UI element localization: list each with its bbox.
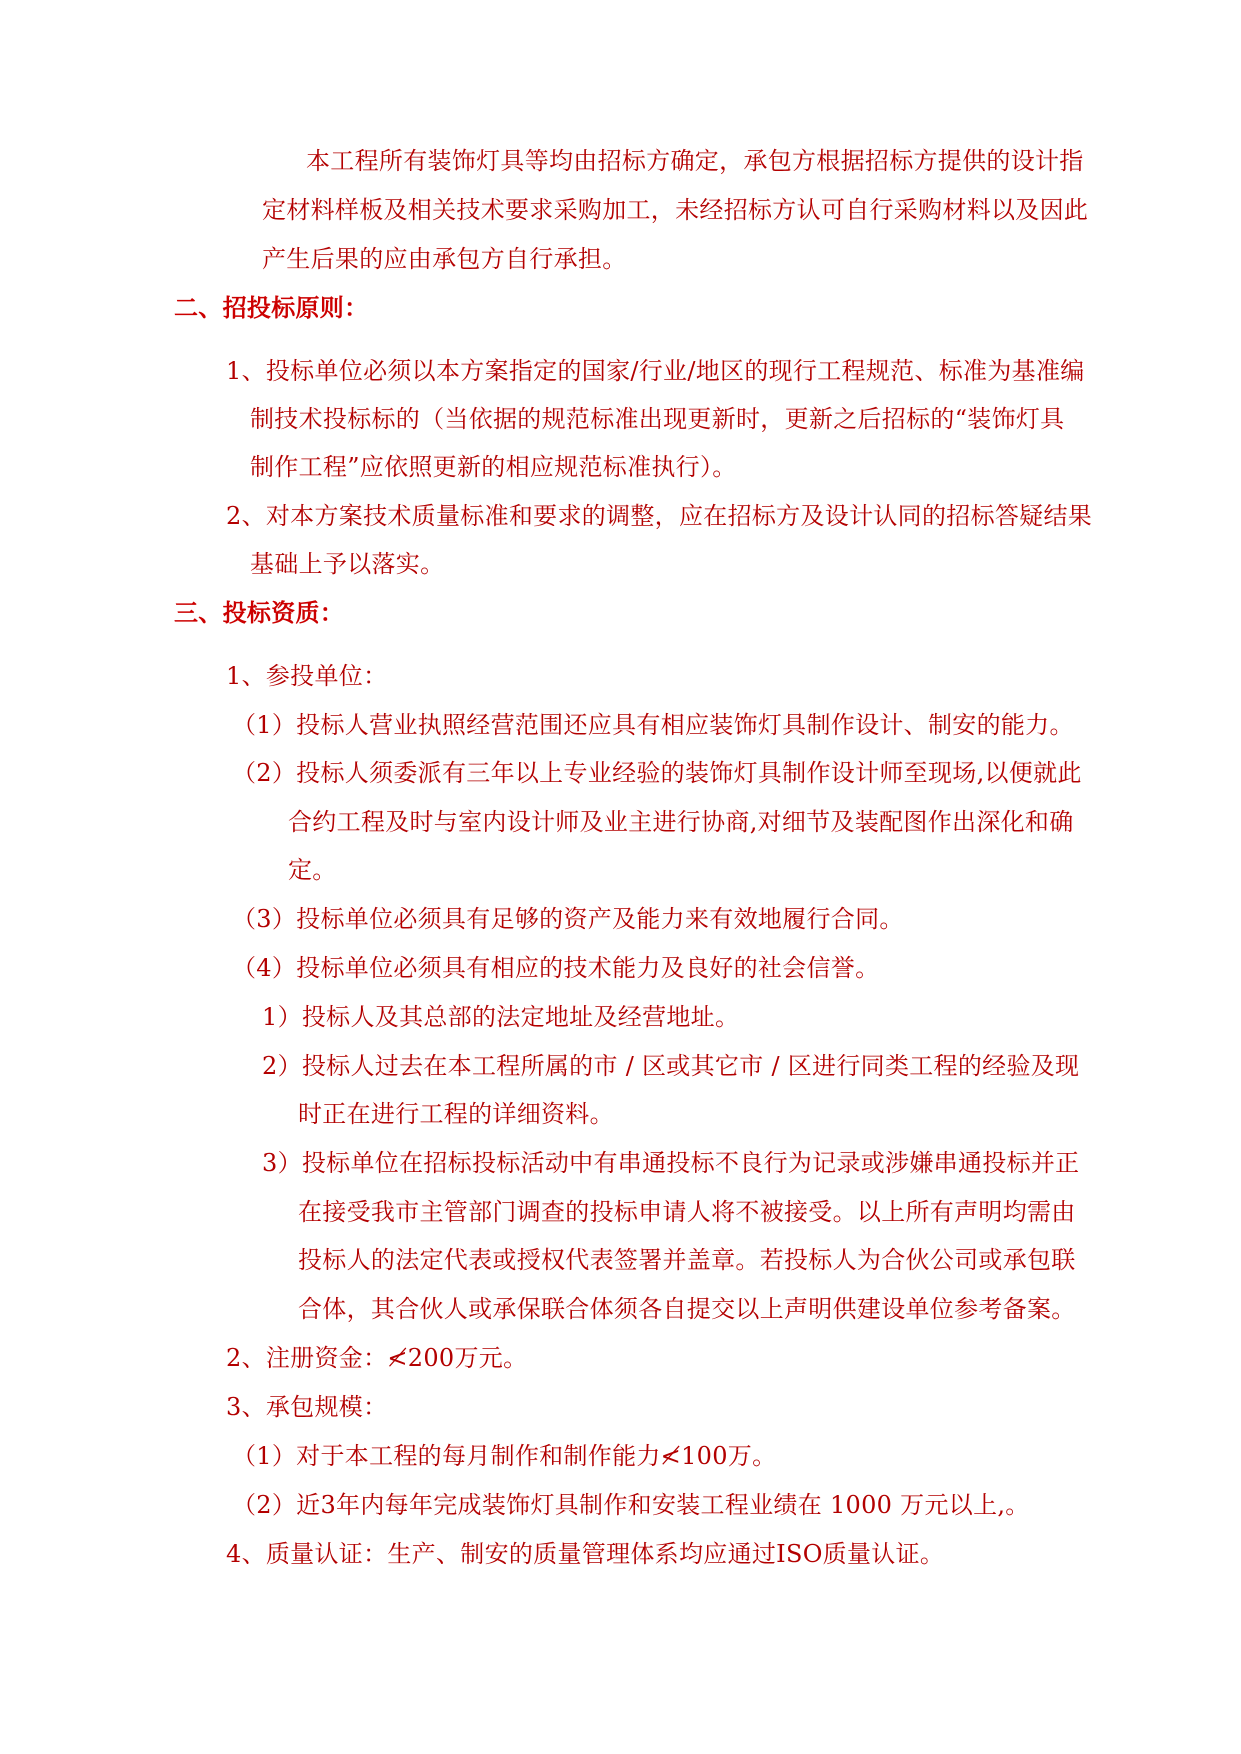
principle-1-line-1: 1、投标单位必须以本方案指定的国家/行业/地区的现行工程规范、标准为基准编 xyxy=(226,357,1085,385)
qualification-1-3: （3）投标单位必须具有足够的资产及能力来有效地履行合同。 xyxy=(232,905,904,933)
qualification-3-1: （1）对于本工程的每月制作和制作能力≮100万。 xyxy=(232,1442,777,1470)
qualification-1-4: （4）投标单位必须具有相应的技术能力及良好的社会信誉。 xyxy=(232,954,880,982)
qualification-1-4-3-line-4: 合体，其合伙人或承保联合体须各自提交以上声明供建设单位参考备案。 xyxy=(298,1295,1076,1323)
intro-line-3: 产生后果的应由承包方自行承担。 xyxy=(262,245,627,273)
qualification-1-4-2-line-1: 2）投标人过去在本工程所属的市 / 区或其它市 / 区进行同类工程的经验及现 xyxy=(262,1052,1080,1080)
principle-1-line-3: 制作工程”应依照更新的相应规范标准执行）。 xyxy=(250,453,737,481)
qualification-1-4-3-line-3: 投标人的法定代表或授权代表签署并盖章。若投标人为合伙公司或承包联 xyxy=(298,1246,1076,1274)
section-heading-qualification: 三、投标资质： xyxy=(174,598,345,627)
qualification-1-4-1: 1）投标人及其总部的法定地址及经营地址。 xyxy=(262,1003,740,1031)
principle-2-line-1: 2、对本方案技术质量标准和要求的调整，应在招标方及设计认同的招标答疑结果 xyxy=(226,502,1093,530)
qualification-1-4-3-line-2: 在接受我市主管部门调查的投标申请人将不被接受。以上所有声明均需由 xyxy=(298,1198,1076,1226)
principle-1-line-2: 制技术投标标的（当依据的规范标准出现更新时，更新之后招标的“装饰灯具 xyxy=(250,405,1065,433)
qualification-1: 1、参投单位： xyxy=(226,662,388,690)
intro-line-2: 定材料样板及相关技术要求采购加工，未经招标方认可自行采购材料以及因此 xyxy=(262,196,1089,224)
qualification-1-2-line-3: 定。 xyxy=(288,856,337,884)
qualification-1-4-2-line-2: 时正在进行工程的详细资料。 xyxy=(298,1100,614,1128)
section-heading-principles: 二、招投标原则： xyxy=(174,293,369,322)
qualification-1-4-3-line-1: 3）投标单位在招标投标活动中有串通投标不良行为记录或涉嫌串通投标并正 xyxy=(262,1149,1080,1177)
qualification-2-capital: 2、注册资金：≮200万元。 xyxy=(226,1344,528,1372)
intro-line-1: 本工程所有装饰灯具等均由招标方确定，承包方根据招标方提供的设计指 xyxy=(306,147,1084,175)
qualification-1-2-line-2: 合约工程及时与室内设计师及业主进行协商,对细节及装配图作出深化和确 xyxy=(288,808,1074,836)
qualification-3-scale: 3、承包规模： xyxy=(226,1393,388,1421)
qualification-1-2-line-1: （2）投标人须委派有三年以上专业经验的装饰灯具制作设计师至现场,以便就此 xyxy=(232,759,1082,787)
qualification-1-1: （1）投标人营业执照经营范围还应具有相应装饰灯具制作设计、制安的能力。 xyxy=(232,711,1074,739)
principle-2-line-2: 基础上予以落实。 xyxy=(250,550,445,578)
qualification-3-2: （2）近3年内每年完成装饰灯具制作和安装工程业绩在 1000 万元以上,。 xyxy=(232,1491,1030,1519)
qualification-4-certification: 4、质量认证：生产、制安的质量管理体系均应通过ISO质量认证。 xyxy=(226,1540,945,1568)
